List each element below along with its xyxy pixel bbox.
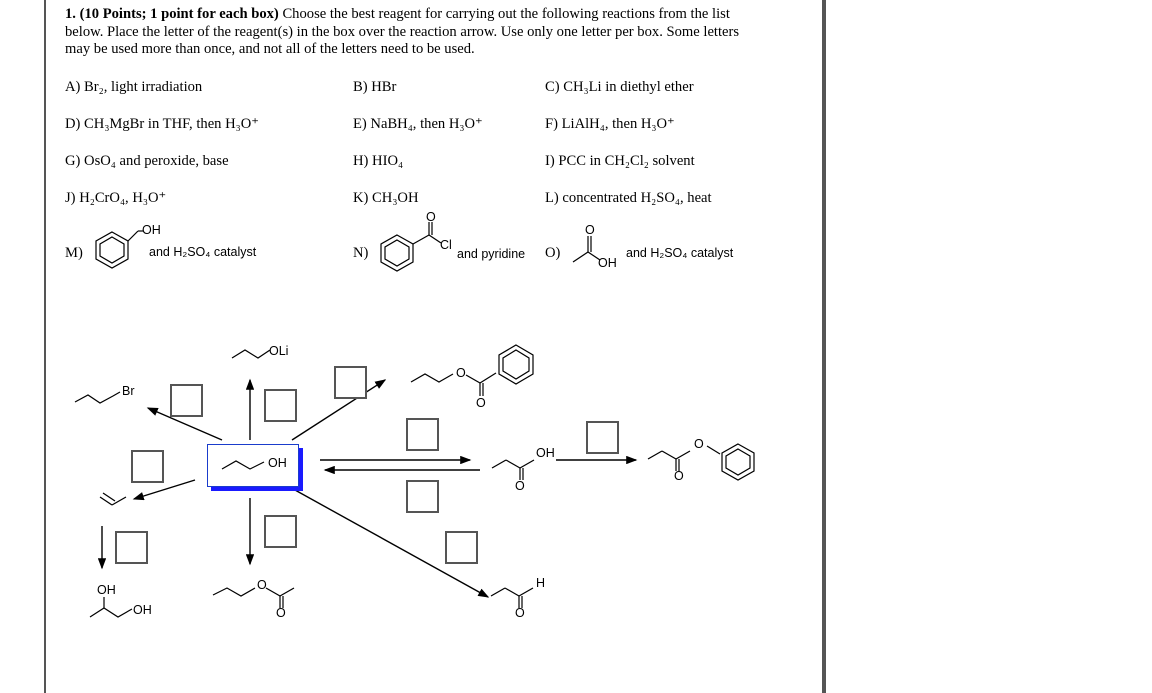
- starting-material-box[interactable]: [207, 444, 299, 487]
- alkoxide-oli-label: OLi: [269, 344, 289, 358]
- answer-box-oxidation-aldehyde[interactable]: [445, 531, 478, 564]
- diol-oh-label-1: OH: [97, 583, 116, 597]
- option-f: F) LiAlH₄, then H₃O⁺: [545, 116, 675, 132]
- answer-box-esterification-bottom[interactable]: [264, 515, 297, 548]
- answer-box-reduction-alcohol[interactable]: [406, 480, 439, 513]
- lithium-alkoxide-structure: [232, 350, 270, 358]
- bromide-br-label: Br: [122, 384, 135, 398]
- option-a: A) Br₂, light irradiation: [65, 79, 203, 95]
- diol-oh-label-2: OH: [133, 603, 152, 617]
- option-n-benzoyl-chloride-structure: [381, 222, 441, 271]
- bottom-ester-structure: [213, 588, 294, 608]
- option-h: H) HIO₄: [353, 153, 404, 169]
- option-o-acetic-acid-structure: [573, 236, 600, 262]
- option-o-carbonyl-o: O: [585, 223, 595, 237]
- option-d: D) CH₃MgBr in THF, then H₃O⁺: [65, 116, 260, 132]
- starting-material-oh-label: OH: [268, 456, 287, 470]
- option-g: G) OsO₄ and peroxide, base: [65, 153, 229, 169]
- option-l: L) concentrated H₂SO₄, heat: [545, 190, 712, 206]
- option-m-oh-label: OH: [142, 223, 161, 237]
- bottom-ester-carbonyl-label: O: [276, 606, 286, 620]
- option-m-benzyl-alcohol-structure: [96, 231, 143, 268]
- benzoate-carbonyl-label: O: [674, 469, 684, 483]
- option-m-text: and H₂SO₄ catalyst: [149, 245, 257, 259]
- option-i: I) PCC in CH₂Cl₂ solvent: [545, 153, 695, 169]
- answer-box-benzoylation[interactable]: [586, 421, 619, 454]
- option-o-text: and H₂SO₄ catalyst: [626, 246, 734, 260]
- bottom-ester-o-label: O: [257, 578, 267, 592]
- option-o-letter: O): [545, 245, 561, 261]
- right-alcohol-structure: [492, 460, 534, 480]
- option-c: C) CH₃Li in diethyl ether: [545, 79, 694, 95]
- answer-box-dehydration[interactable]: [131, 450, 164, 483]
- top-ester-carbonyl-label: O: [476, 396, 486, 410]
- viewer-background: [826, 0, 1152, 693]
- question-points: (10 Points; 1 point for each box): [79, 6, 279, 22]
- option-b: B) HBr: [353, 79, 397, 95]
- option-n-text: and pyridine: [457, 247, 526, 261]
- answer-box-esterification-top[interactable]: [334, 366, 367, 399]
- option-m-letter: M): [65, 245, 83, 261]
- alkene-structure: [100, 493, 126, 505]
- option-k: K) CH₃OH: [353, 190, 419, 206]
- top-ester-structure: [411, 345, 533, 396]
- answer-box-dihydroxylation[interactable]: [115, 531, 148, 564]
- option-e: E) NaBH₄, then H₃O⁺: [353, 116, 483, 132]
- question-number: 1.: [65, 6, 76, 22]
- aldehyde-o-label: O: [515, 606, 525, 620]
- diol-structure: [90, 597, 132, 617]
- option-n-letter: N): [353, 245, 369, 261]
- alkyl-bromide-structure: [75, 392, 120, 403]
- answer-box-oxidation-ketone[interactable]: [406, 418, 439, 451]
- benzoate-o-label: O: [694, 437, 704, 451]
- option-n-carbonyl-o: O: [426, 210, 436, 224]
- answer-box-deprotonation[interactable]: [264, 389, 297, 422]
- right-alcohol-o-label: O: [515, 479, 525, 493]
- option-n-cl-label: Cl: [440, 238, 452, 252]
- option-o-oh-label: OH: [598, 256, 617, 270]
- aldehyde-structure: [491, 588, 533, 608]
- answer-box-bromination[interactable]: [170, 384, 203, 417]
- aldehyde-h-label: H: [536, 576, 546, 590]
- question-instructions: Choose the best reagent for carrying out the following reactions from the list below. Place the letter of the reagent(s) in the box over the reaction arrow. Use only one letter per box. Some letters may be used more than once, and not all of the letters need to be used.: [65, 6, 740, 57]
- option-j: J) H₂CrO₄, H₃O⁺: [65, 190, 167, 206]
- top-ester-o-label: O: [456, 366, 466, 380]
- right-alcohol-oh-label: OH: [536, 446, 555, 460]
